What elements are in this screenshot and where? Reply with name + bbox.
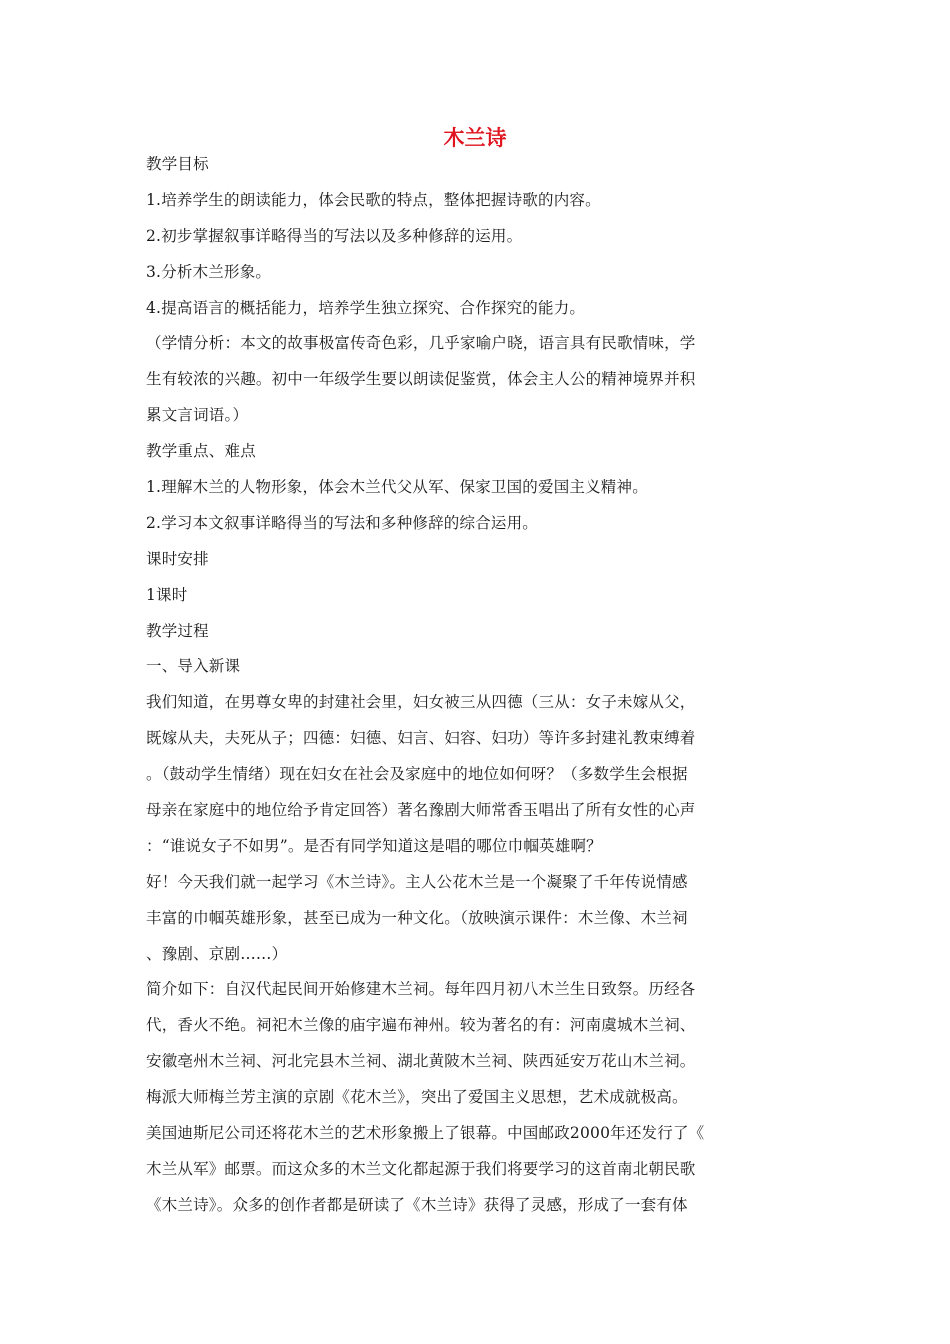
text-line: 教学重点、难点 — [146, 442, 256, 461]
text-line: 好！今天我们就一起学习《木兰诗》。主人公花木兰是一个凝聚了千年传说情感 — [146, 872, 688, 891]
text-line: （学情分析：本文的故事极富传奇色彩，几乎家喻户晓，语言具有民歌情味，学 — [146, 334, 696, 353]
text-line: 教学过程 — [146, 621, 209, 640]
text-line: 1.理解木兰的人物形象，体会木兰代父从军、保家卫国的爱国主义精神。 — [146, 478, 648, 497]
document-body — [146, 147, 746, 1224]
text-line: 、豫剧、京剧……） — [146, 944, 288, 963]
text-line: 2.初步掌握叙事详略得当的写法以及多种修辞的运用。 — [146, 226, 523, 245]
text-line: 。（鼓动学生情绪）现在妇女在社会及家庭中的地位如何呀？（多数学生会根据 — [146, 765, 688, 784]
text-line: 1课时 — [146, 585, 188, 604]
text-line: 3.分析木兰形象。 — [146, 262, 272, 281]
text-line: 代，香火不绝。祠祀木兰像的庙宇遍布神州。较为著名的有：河南虞城木兰祠、 — [146, 1016, 696, 1035]
document-title: 木兰诗 — [443, 126, 507, 150]
text-line: 母亲在家庭中的地位给予肯定回答）著名豫剧大师常香玉唱出了所有女性的心声 — [146, 801, 696, 820]
text-line: 课时安排 — [146, 549, 209, 568]
text-line: 一、导入新课 — [146, 657, 241, 676]
text-line: 安徽亳州木兰祠、河北完县木兰祠、湖北黄陂木兰祠、陕西延安万花山木兰祠。 — [146, 1052, 696, 1071]
text-line: 既嫁从夫，夫死从子；四德：妇德、妇言、妇容、妇功）等许多封建礼教束缚着 — [146, 729, 696, 748]
text-line: 累文言词语。） — [146, 406, 249, 425]
text-line: 4.提高语言的概括能力，培养学生独立探究、合作探究的能力。 — [146, 298, 586, 317]
text-line: 美国迪斯尼公司还将花木兰的艺术形象搬上了银幕。中国邮政2000年还发行了《 — [146, 1124, 705, 1143]
text-line: ：“谁说女子不如男”。是否有同学知道这是唱的哪位巾帼英雄啊？ — [146, 836, 602, 855]
text-line: 《木兰诗》。众多的创作者都是研读了《木兰诗》获得了灵感，形成了一套有体 — [146, 1195, 688, 1214]
text-line: 木兰从军》邮票。而这众多的木兰文化都起源于我们将要学习的这首南北朝民歌 — [146, 1159, 696, 1178]
text-line: 教学目标 — [146, 155, 209, 173]
text-line: 丰富的巾帼英雄形象，甚至已成为一种文化。（放映演示课件：木兰像、木兰祠 — [146, 908, 688, 927]
text-line: 简介如下：自汉代起民间开始修建木兰祠。每年四月初八木兰生日致祭。历经各 — [146, 980, 696, 999]
text-line: 梅派大师梅兰芳主演的京剧《花木兰》，突出了爱国主义思想，艺术成就极高。 — [146, 1088, 688, 1107]
text-line: 2.学习本文叙事详略得当的写法和多种修辞的综合运用。 — [146, 513, 538, 532]
text-line: 我们知道，在男尊女卑的封建社会里，妇女被三从四德（三从：女子未嫁从父， — [146, 693, 696, 712]
text-line: 生有较浓的兴趣。初中一年级学生要以朗读促鉴赏，体会主人公的精神境界并积 — [146, 370, 696, 389]
text-line: 1.培养学生的朗读能力，体会民歌的特点，整体把握诗歌的内容。 — [146, 190, 601, 209]
